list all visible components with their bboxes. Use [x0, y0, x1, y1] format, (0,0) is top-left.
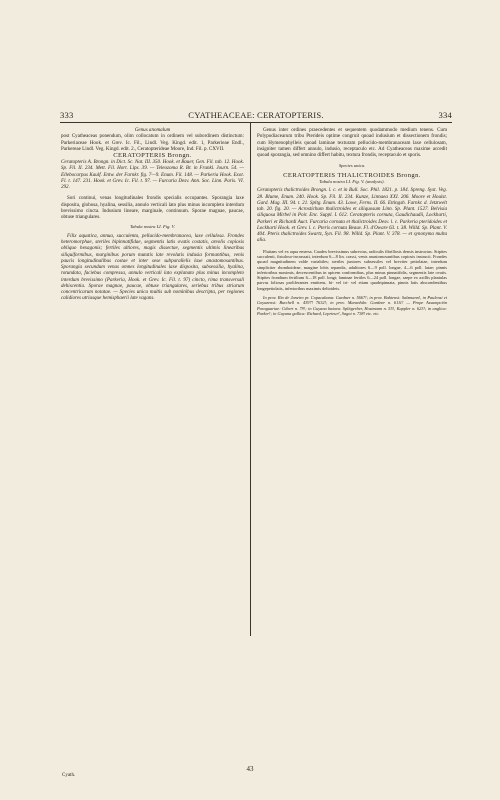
species-synonymy: Ceratopteris thalictroides Brongn. l. c. et in Bull. Soc. Phil. 1821. p. 184. Spreng. Syst. Veg. 28. Blume, Enum. 240. Hook. Sp. Fil. II. 234. Kunze, Linnaea XXI. 206. Moore et Houlst. Gard. Mag. III. 94. t. 21. Spltg. Enum. 43. Lowe, Ferns. II. 66. Ettingsh. Farnkr. d. Jetztwelt tab. 20. fig. 20. — Acrostichum thalictroides et siliquosum Linn. Sp. Plant. 1527. Belvisia siliquosa Mirbel in Poir. Enc. Suppl. I. 612. Ceratopteris cornuta, Gaudichaudii, Lockharti, Parkeri et Richardi Auct. Furcaria cornuta et thalictroides Desv. l. c. Parkeria pteridoides et Lockharti Hook. et Grev. l. c. Pteris cornuta Beauv. Fl. d'Oware 63. t. 38. Willd. Sp. Plant. V. 404. Pteris thalictroides Swartz, Syn. Fil. 98. Willd. Sp. Plant. V. 378. — et synonyma multa alia. — [257, 187, 447, 244]
page-header — [60, 110, 452, 122]
genus-discussion: Genus inter ordines praecedentes et sequentem quodammodo medium tenens. Cum Polypodiacearum tribu Pterideis optime congruit quoad indusium et dissectionem frondis; cum Hymenophylleis quoad laminae texturam pellucido-membranaceam laxe cellulosam, insigniter tamen differt annulo, indusio, receptaculo etc. Ad Cyatheaceas maxime accedit quoad sporangia, sed omnino differt habitu, textura frondis, receptaculo et sporis. — [257, 127, 447, 158]
page-number-right: 334 — [438, 110, 452, 120]
page-number-left: 333 — [60, 110, 74, 120]
genus-label: Genus anomalum — [134, 127, 171, 133]
running-title: CYATHEACEAE: CERATOPTERIS. — [188, 110, 324, 120]
species-label: Species unica. — [338, 163, 366, 169]
header-rule — [60, 122, 452, 123]
genus-description: Filix aquatica, annua, succulenta, pellucido-membranacea, laxe cellulosa. Frondes heteromorphae, steriles bipinnatifidae, segmentis latis ovatis costatis, areolis copiosis obliquo hexagonis; fertiles altiores, magis dissectae, segmentis ultimis linearibus siliquiformibus, marginibus porum mutatis late revolutis indusia formantibus, venis paucis longitudinalibus costae et inter sese subparallelis laxe anastomosantibus. Sporangia secundum venas omnes longitudinales laxe disposita, subsessilia, hyalina, rotundata, faciebus compressa, annulo verticali lato explanato plus minus incompleto interdum brevissimo (Parkeria, Hook. et Grev. Ic. Fil. t. 97) cincto, rima transversali dehiscentia. Sporae magnae, paucae, obtuse triangulares, seriebus tribus striarum concentricarum notatae. — Species unica multis sub nominibus descripta, per regiones calidiores utriusque hemisphaerii late vagans. — [61, 232, 244, 302]
sheet-number: 43 — [246, 765, 254, 773]
signature-mark: Cyath. — [62, 773, 76, 778]
column-divider — [250, 123, 251, 636]
species-description: Fluitans vel ex aqua emersa. Caudex brevissimus subrectus, radiculis fibrillosis densis instructus. Stipites succulenti, fistuloso-incrassati, interdum 6—8 lin. crassi, venis anastomosantibus copiosis instructi. Frondes quoad magnitudinem valde variabiles; steriles juniores subsessiles vel breviter petiolatae, interdum simpliciter rhomboideae, margine lobis repandis, adultiores 6—9 poll. longae, 4—6 poll. latae; pinnis inferioribus maximis, decrescentibus in apicem conformibus, plus minus pinnatifidis, segmentis late ovatis. Stipites frondium fertilium 6—18 poll. longi; laminae fertiles 6—24 poll. longae, saepe ex axillis plantulas parvas foliosas proliferantes emittens, bi- vel tri- vel etiam quadripinnata, pinnis latis abscondentibus longepetiolatis, inferioribus maximis deltoideis. — [257, 248, 447, 291]
species-plate-reference: Tabula nostra LI. Fig. V. (analysis). — [319, 178, 385, 184]
genus-intro: post Cyatheaceas ponendum, olim collocatum in ordinem vel subordinem distinctum: Parkeriaceae Hook. et Grev. Ic. Fil., Lindl. Veg. Kingd. edit. 1, Parkerieae Endl., Parkereae Lindl. Veg. Kingd. edit. 2., Ceratopterideae Moore, Ind. Fil. p. CXVII. — [61, 133, 244, 152]
right-column — [257, 127, 447, 316]
left-column — [61, 127, 244, 302]
plate-reference: Tabula nostra LI. Fig. V. — [129, 224, 176, 230]
species-title: CERATOPTERIS THALICTROIDES Brongn. — [283, 171, 421, 179]
genus-synonymy: Ceratopteris A. Brongn. in Dict. Sc. Nat. III. 350. Hook. et Bauer, Gen. Fil. tab. 12. Hook. Sp. Fil. II. 234. Mett. Fil. Hort. Lips. 39. — Teleozoma R. Br. in Frankl. Journ. 54. — Ellebocarpus Kaulf. Entw. der Farnkr. fig. 7—9. Enum. Fil. 148. — Parkeria Hook. Exot. Fl. t. 147. 231. Hook. et Grev. Ic. Fil. t. 97. — Furcaria Desv. Ann. Soc. Linn. Paris. VI. 292. — [61, 159, 244, 190]
genus-title: CERATOPTERIS Brongn. — [113, 152, 192, 159]
species-localities: In prov. Rio de Janeiro pr. Copacabana: Gardner n. 5667!; in prov. Bahiensi: Salzmann!, in Paulensi et Goyazensi: Burchell n. 4397! 7632!; in prov. Maranhão: Gardner n. 6111! — Prope Assumpción Paraguariae: Gibert n. 79!; in Guyana batava: Splitgerber, Hostmann n. 55!, Kappler n. 623!; in anglica: Parker!; in Guyana gallica: Richard, Leprieur!, Sagot n. 738! etc. etc. — [257, 295, 447, 316]
genus-diagnosis: Sori continui, venas longitudinales frondis specialis occupantes. Sporangia laxe disposita, globosa, hyalina, sessilia, annulo verticali lato plus minus incompleto interdum brevissimo cincta. Indusium lineare, marginale, continuum. Sporae magnae, paucae, obtuse triangulares. — [61, 195, 244, 220]
